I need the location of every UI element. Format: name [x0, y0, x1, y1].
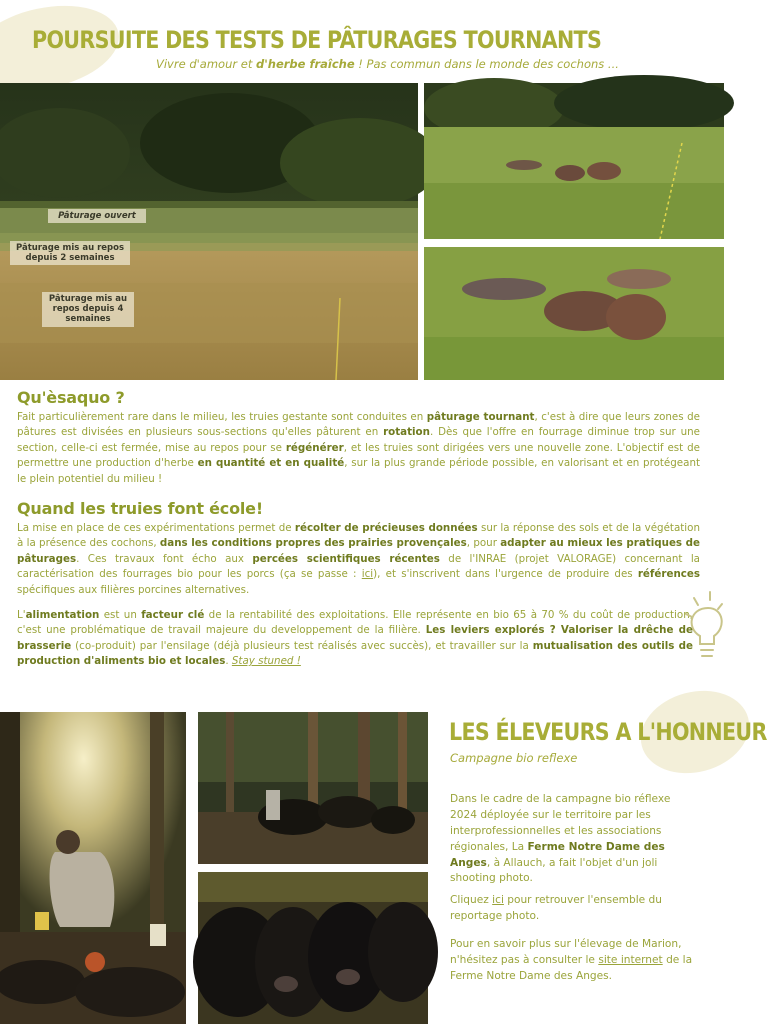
reportage-link[interactable]: ici [492, 894, 504, 906]
section-body: La mise en place de ces expérimentations permet de récolter de précieuses données sur la réponse des sols et de la végétation à la présence des cochons, dans les conditions propres des prairies provençales, pour adapter au mieux les pratiques de pâturages. Ces travaux font écho aux percées scientifiques récentes de l'INRAE (projet VALORAGE) concernant la caractérisation des fourrages bio pour les porcs (ça se passe : ici), et s'inscrivent dans l'urgence de produire des références spécifiques aux filières porcines alternatives. [17, 522, 701, 596]
section-body: L'alimentation est un facteur clé de la rentabilité des exploitations. Elle représente en bio 65 à 70 % du coût de production, c'est une problématique de travail majeure du developpement de la filière. Les leviers explorés ? Valoriser la drêche de brasserie (co-produit) par l'ensilage (déjà plusieurs test réalisés avec succès), et travailler sur la mutualisation des outils de production d'aliments bio et locales. Stay stuned ! [17, 609, 693, 668]
photo-pigs-grazing-far [424, 83, 724, 239]
page-title: POURSUITE DES TESTS DE PÂTURAGES TOURNANTS [32, 26, 602, 54]
section-quesaquo [17, 388, 700, 487]
photo-pigs-closeup [198, 872, 428, 1024]
eleveurs-paragraph-3: Pour en savoir plus sur l'élevage de Marion, n'hésitez pas à consulter le site internet de la Ferme Notre Dame des Anges. [450, 938, 693, 982]
stay-tuned-link[interactable]: Stay stuned ! [231, 655, 301, 668]
photo-pigs-forest [198, 712, 428, 864]
website-link[interactable]: site internet [598, 953, 663, 966]
photo-tag-rest-4-weeks: Pâturage mis au repos depuis 4 semaines [42, 292, 134, 327]
eleveurs-title: LES ÉLEVEURS A L'HONNEUR [449, 718, 767, 746]
lightbulb-icon [680, 588, 724, 668]
inrae-link[interactable]: ici [361, 568, 374, 581]
eleveurs-paragraph-1: Dans le cadre de la campagne bio réflexe 2024 déployée sur le territoire par les interprofessionnelles et les associations régionales, La Ferme Notre Dame des Anges, à Allauch, a fait l'objet d'un joli shooting photo. [450, 793, 671, 885]
section-body: Fait particulièrement rare dans le milieu, les truies gestante sont conduites en pâturage tournant, c'est à dire que leurs zones de pâtures est divisées en plusieurs sous-sections qu'elles pâturent en rotation. Dès que l'offre en fourrage diminue trop sur une section, celle-ci est fermée, mise au repos pour se régénérer, et les truies sont dirigées vers une nouvelle zone. L'objectif est de permettre une production d'herbe en quantité et en qualité, sur la plus grande période possible, en valorisant et en protégeant le plein potentiel du milieu ! [17, 411, 701, 485]
eleveurs-subtitle: Campagne bio reflexe [450, 751, 578, 765]
photo-tag-rest-2-weeks: Pâturage mis au repos depuis 2 semaines [10, 241, 130, 265]
section-alimentation [17, 608, 693, 670]
photo-breeder-feeding [0, 712, 186, 1024]
page-subtitle: Vivre d'amour et d'herbe fraîche ! Pas commun dans le monde des cochons ... [156, 57, 619, 71]
section-title: Qu'èsaquo ? [17, 388, 125, 407]
section-truies-ecole [17, 499, 700, 598]
eleveurs-paragraph-2: Cliquez ici pour retrouver l'ensemble du reportage photo. [450, 894, 662, 922]
photo-pasture-rotation [0, 83, 418, 380]
section-title: Quand les truies font école! [17, 499, 263, 518]
photo-tag-open-pasture: Pâturage ouvert [48, 209, 146, 223]
photo-pigs-grazing-close [424, 247, 724, 380]
